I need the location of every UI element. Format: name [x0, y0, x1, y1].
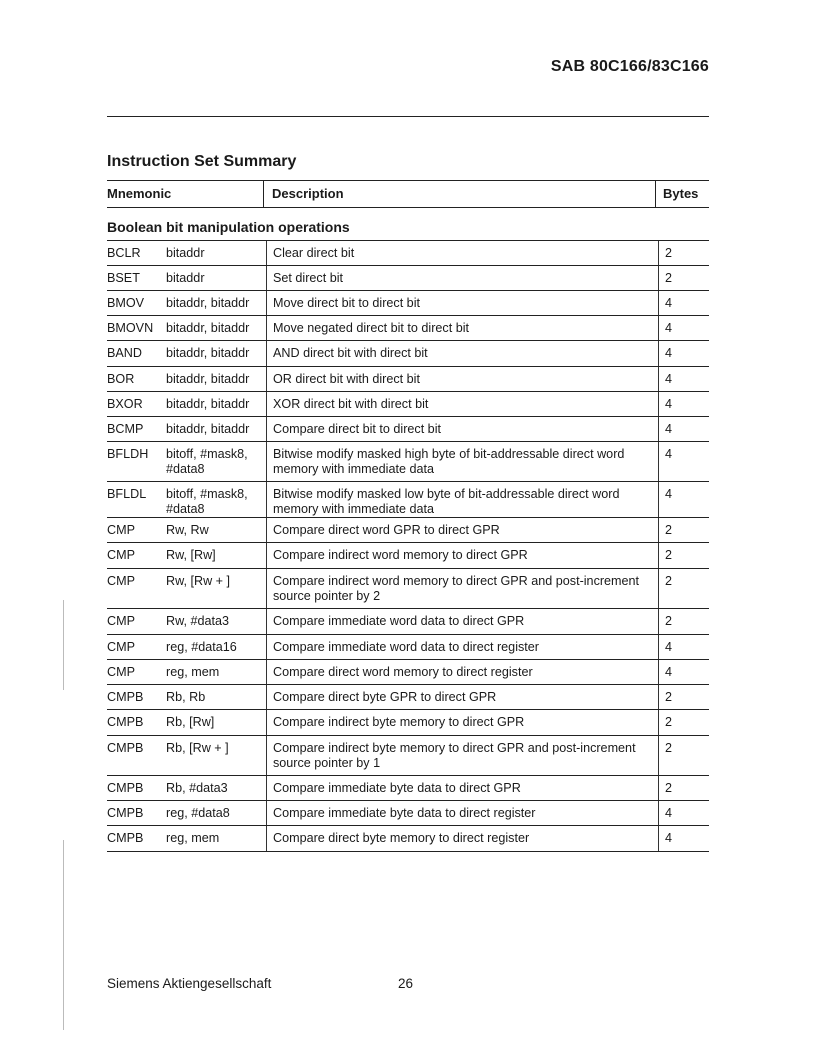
margin-mark	[63, 840, 64, 1030]
column-divider	[658, 291, 659, 315]
instruction-mnemonic: BAND	[107, 346, 142, 360]
column-divider	[658, 569, 659, 608]
instruction-bytes: 2	[665, 548, 673, 562]
instruction-description: Compare immediate byte data to direct GPR	[273, 781, 521, 795]
instruction-mnemonic: CMP	[107, 640, 135, 654]
column-divider	[266, 442, 267, 481]
instruction-mnemonic: CMPB	[107, 690, 144, 704]
column-divider	[658, 316, 659, 340]
table-row	[107, 341, 709, 367]
instruction-description: Compare indirect word memory to direct GPR	[273, 548, 528, 562]
instruction-operands: Rw, [Rw]	[166, 548, 216, 562]
instruction-mnemonic: CMPB	[107, 741, 144, 755]
instruction-bytes: 4	[665, 487, 673, 501]
instruction-mnemonic: CMPB	[107, 715, 144, 729]
instruction-bytes: 4	[665, 422, 673, 436]
column-divider	[266, 367, 267, 391]
instruction-description: Compare direct byte GPR to direct GPR	[273, 690, 497, 704]
instruction-description: Clear direct bit	[273, 246, 355, 260]
column-header-row	[107, 180, 709, 208]
table-row	[107, 826, 709, 852]
instruction-operands: reg, #data8	[166, 806, 230, 820]
instruction-mnemonic: CMP	[107, 614, 135, 628]
table-row	[107, 685, 709, 710]
instruction-mnemonic: BMOVN	[107, 321, 154, 335]
instruction-description: Compare direct byte memory to direct register	[273, 831, 530, 845]
instruction-description: Compare immediate word data to direct GPR	[273, 614, 525, 628]
instruction-mnemonic: BFLDH	[107, 447, 149, 461]
instruction-description: Compare indirect byte memory to direct GPR and post-increment source pointer by 1	[273, 741, 636, 770]
instruction-description: XOR direct bit with direct bit	[273, 397, 429, 411]
column-divider	[266, 316, 267, 340]
instruction-table	[107, 240, 709, 852]
table-row	[107, 776, 709, 801]
instruction-description: Compare direct word memory to direct register	[273, 665, 533, 679]
column-divider	[658, 826, 659, 851]
instruction-description: Compare direct word GPR to direct GPR	[273, 523, 500, 537]
instruction-mnemonic: CMP	[107, 548, 135, 562]
instruction-operands: bitaddr, bitaddr	[166, 397, 250, 411]
column-divider	[266, 710, 267, 735]
instruction-operands: Rw, Rw	[166, 523, 209, 537]
column-divider	[658, 417, 659, 441]
instruction-operands: bitaddr	[166, 246, 205, 260]
column-header-mnemonic: Mnemonic	[107, 186, 172, 201]
instruction-description: OR direct bit with direct bit	[273, 372, 420, 386]
column-divider	[658, 442, 659, 481]
instruction-mnemonic: BFLDL	[107, 487, 147, 501]
instruction-bytes: 2	[665, 574, 673, 588]
header-rule	[107, 116, 709, 117]
column-divider	[266, 685, 267, 709]
instruction-description: Set direct bit	[273, 271, 343, 285]
table-row	[107, 316, 709, 341]
column-divider	[658, 710, 659, 735]
column-header-description: Description	[272, 186, 344, 201]
instruction-mnemonic: CMPB	[107, 806, 144, 820]
column-divider	[266, 635, 267, 659]
table-row	[107, 801, 709, 826]
column-divider	[266, 291, 267, 315]
instruction-description: Compare indirect byte memory to direct GPR	[273, 715, 525, 729]
instruction-mnemonic: CMP	[107, 665, 135, 679]
instruction-bytes: 2	[665, 614, 673, 628]
instruction-operands: reg, mem	[166, 831, 220, 845]
column-divider	[655, 181, 656, 207]
instruction-bytes: 4	[665, 447, 673, 461]
instruction-description: Compare immediate byte data to direct register	[273, 806, 536, 820]
table-row	[107, 736, 709, 776]
column-divider	[658, 685, 659, 709]
instruction-bytes: 4	[665, 296, 673, 310]
column-header-bytes: Bytes	[663, 186, 699, 201]
instruction-bytes: 4	[665, 372, 673, 386]
instruction-bytes: 4	[665, 346, 673, 360]
instruction-operands: Rw, #data3	[166, 614, 230, 628]
instruction-mnemonic: CMPB	[107, 831, 144, 845]
column-divider	[658, 482, 659, 517]
instruction-description: Bitwise modify masked low byte of bit-addressable direct word memory with immediate data	[273, 487, 620, 516]
instruction-bytes: 2	[665, 781, 673, 795]
instruction-operands: Rb, #data3	[166, 781, 228, 795]
table-row	[107, 660, 709, 685]
instruction-mnemonic: BOR	[107, 372, 135, 386]
page-number: 26	[398, 976, 414, 991]
margin-mark	[63, 600, 64, 690]
instruction-bytes: 2	[665, 741, 673, 755]
instruction-description: AND direct bit with direct bit	[273, 346, 428, 360]
column-divider	[658, 609, 659, 634]
table-row	[107, 241, 709, 266]
table-row	[107, 609, 709, 635]
instruction-bytes: 4	[665, 640, 673, 654]
column-divider	[263, 181, 264, 207]
table-row	[107, 569, 709, 609]
instruction-description: Move negated direct bit to direct bit	[273, 321, 470, 335]
table-row	[107, 367, 709, 392]
instruction-operands: bitoff, #mask8, #data8	[166, 487, 248, 516]
instruction-bytes: 2	[665, 690, 673, 704]
instruction-bytes: 4	[665, 831, 673, 845]
column-divider	[658, 266, 659, 290]
table-row	[107, 291, 709, 316]
column-divider	[266, 776, 267, 800]
column-divider	[266, 417, 267, 441]
column-divider	[658, 635, 659, 659]
section-title: Instruction Set Summary	[107, 153, 297, 170]
column-divider	[658, 518, 659, 542]
instruction-operands: bitaddr, bitaddr	[166, 321, 250, 335]
column-divider	[658, 801, 659, 825]
footer-company: Siemens Aktiengesellschaft	[107, 976, 272, 991]
table-row	[107, 417, 709, 442]
column-divider	[658, 241, 659, 265]
column-divider	[658, 367, 659, 391]
instruction-description: Bitwise modify masked high byte of bit-addressable direct word memory with immediate data	[273, 447, 625, 476]
instruction-operands: bitaddr, bitaddr	[166, 372, 250, 386]
instruction-bytes: 2	[665, 246, 673, 260]
column-divider	[266, 392, 267, 416]
table-row	[107, 710, 709, 736]
column-divider	[266, 569, 267, 608]
table-row	[107, 482, 709, 518]
instruction-mnemonic: CMPB	[107, 781, 144, 795]
instruction-mnemonic: BCLR	[107, 246, 141, 260]
column-divider	[266, 609, 267, 634]
instruction-bytes: 4	[665, 397, 673, 411]
column-divider	[266, 826, 267, 851]
instruction-bytes: 2	[665, 271, 673, 285]
instruction-operands: bitaddr	[166, 271, 205, 285]
instruction-mnemonic: CMP	[107, 574, 135, 588]
column-divider	[266, 518, 267, 542]
column-divider	[658, 392, 659, 416]
table-row	[107, 635, 709, 660]
column-divider	[266, 543, 267, 568]
instruction-operands: bitoff, #mask8, #data8	[166, 447, 248, 476]
table-row	[107, 442, 709, 482]
column-divider	[266, 736, 267, 775]
instruction-operands: bitaddr, bitaddr	[166, 422, 250, 436]
column-divider	[658, 341, 659, 366]
column-divider	[658, 660, 659, 684]
instruction-description: Compare indirect word memory to direct GPR and post-increment source pointer by 2	[273, 574, 640, 603]
table-row	[107, 266, 709, 291]
page-header-product: SAB 80C166/83C166	[550, 58, 709, 75]
column-divider	[266, 660, 267, 684]
instruction-operands: Rb, [Rw + ]	[166, 741, 229, 755]
instruction-mnemonic: BCMP	[107, 422, 144, 436]
instruction-description: Move direct bit to direct bit	[273, 296, 420, 310]
instruction-description: Compare direct bit to direct bit	[273, 422, 441, 436]
table-row	[107, 392, 709, 417]
group-title: Boolean bit manipulation operations	[107, 219, 350, 235]
instruction-mnemonic: BMOV	[107, 296, 145, 310]
table-row	[107, 543, 709, 569]
instruction-operands: Rb, Rb	[166, 690, 206, 704]
instruction-bytes: 2	[665, 523, 673, 537]
instruction-mnemonic: BXOR	[107, 397, 143, 411]
instruction-operands: bitaddr, bitaddr	[166, 296, 250, 310]
instruction-bytes: 4	[665, 665, 673, 679]
table-row	[107, 518, 709, 543]
instruction-operands: reg, mem	[166, 665, 220, 679]
instruction-mnemonic: BSET	[107, 271, 140, 285]
column-divider	[266, 266, 267, 290]
column-divider	[266, 482, 267, 517]
column-divider	[266, 341, 267, 366]
column-divider	[658, 543, 659, 568]
column-divider	[658, 776, 659, 800]
instruction-operands: Rw, [Rw + ]	[166, 574, 231, 588]
instruction-operands: reg, #data16	[166, 640, 237, 654]
column-divider	[658, 736, 659, 775]
instruction-bytes: 2	[665, 715, 673, 729]
instruction-operands: bitaddr, bitaddr	[166, 346, 250, 360]
instruction-bytes: 4	[665, 321, 673, 335]
column-divider	[266, 801, 267, 825]
instruction-bytes: 4	[665, 806, 673, 820]
instruction-description: Compare immediate word data to direct register	[273, 640, 539, 654]
column-divider	[266, 241, 267, 265]
instruction-mnemonic: CMP	[107, 523, 135, 537]
instruction-operands: Rb, [Rw]	[166, 715, 215, 729]
